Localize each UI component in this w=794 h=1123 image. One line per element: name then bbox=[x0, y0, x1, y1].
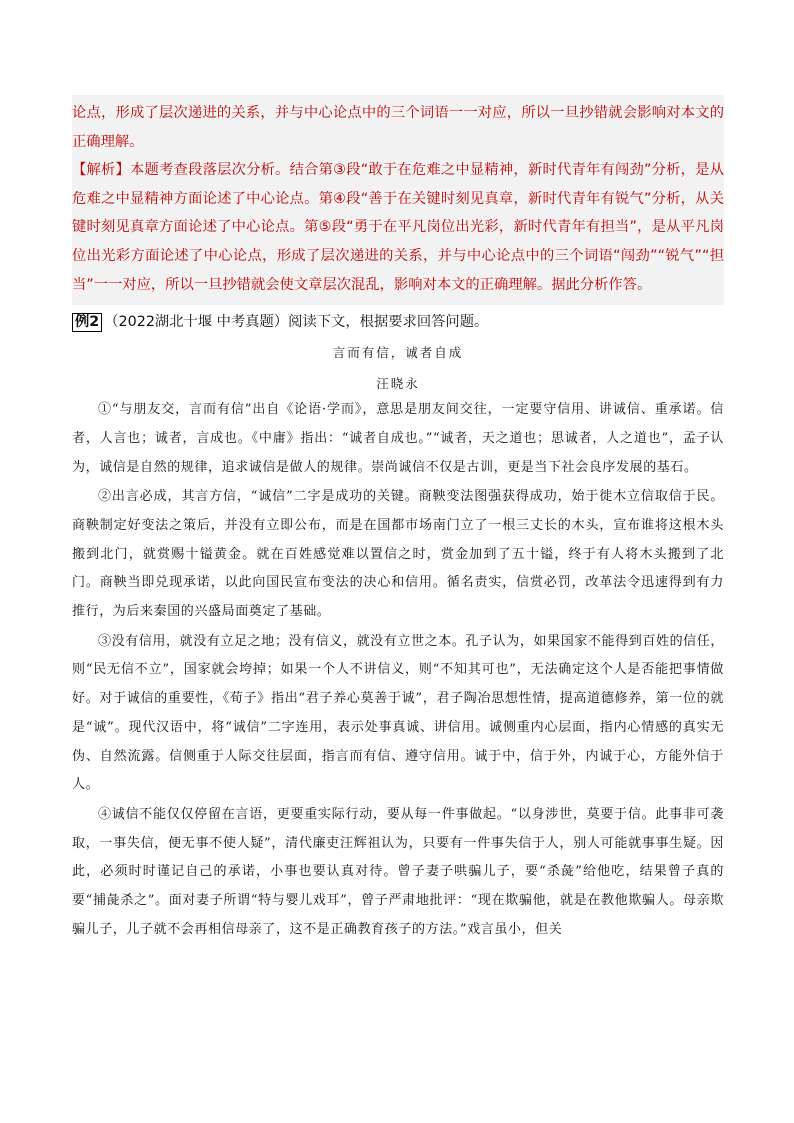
analysis-block bbox=[72, 156, 724, 299]
analysis-tag: 【解析】 bbox=[72, 162, 131, 179]
essay-title: 言而有信，诚者自成 bbox=[332, 345, 464, 361]
essay-paragraph: ③没有信用，就没有立足之地；没有信义，就没有立世之本。孔子认为，如果国家不能得到百姓的信任，则“民无信不立”，国家就会垮掉；如果一个人不讲信义，则“不知其可也”，无法确定这个人是否能把事情做好。对于诚信的重要性，《荀子》指出“君子养心莫善于诚”，君子陶冶思想性情，提高道德修养，第一位的就是“诚”。现代汉语中，将“诚信”二字连用，表示处事真诚、讲信用。诚侧重内心层面，指内心情感的真实无伪、自然流露。信侧重于人际交往层面，指言而有信、遵守信用。诚于中，信于外，内诚于心，方能外信于人。 bbox=[72, 633, 724, 793]
analysis-text: 本题考查段落层次分析。结合第③段“敢于在危难之中显精神，新时代青年有闯劲”分析，是从危难之中显精神方面论述了中心论点。第④段“善于在关键时刻见真章，新时代青年有锐气”分析，从关键时刻见真章方面论述了中心论点。第⑤段“勇于在平凡岗位出光彩，新时代青年有担当”，是从平凡岗位出光彩方面论述了中心论点，形成了层次递进的关系，并与中心论点中的三个词语“闯劲”“锐气”“担当”一一对应，所以一旦抄错就会使文章层次混乱，影响对本文的正确理解。据此分析作答。 bbox=[72, 162, 724, 293]
essay-paragraph: ④诚信不能仅仅停留在言语，更要重实际行动，要从每一件事做起。“以身涉世，莫要于信。此事非可袭取，一事失信，便无事不使人疑”，清代廉吏汪辉祖认为，只要有一件事失信于人，别人可能就事事生疑。因此，必须时时谨记自己的承诺，小事也要认真对待。曾子妻子哄骗儿子，要“杀彘”给他吃，结果曾子真的要“捕彘杀之”。面对妻子所谓“特与婴儿戏耳”，曾子严肃地批评：“现在欺骗他，就是在教他欺骗人。母亲欺骗儿子，儿子就不会再相信母亲了，这不是正确教育孩子的方法。”戏言虽小，但关 bbox=[72, 807, 724, 937]
example-header bbox=[72, 311, 724, 333]
essay-author: 汪晓永 bbox=[376, 376, 420, 392]
answer-explanation-box bbox=[72, 95, 724, 305]
example-label: 例2 bbox=[72, 313, 102, 332]
essay bbox=[72, 343, 724, 944]
document-page bbox=[72, 95, 724, 945]
answer-continuation-text: 论点，形成了层次递进的关系，并与中心论点中的三个词语一一对应，所以一旦抄错就会影响对本文的正确理解。 bbox=[72, 105, 724, 150]
example-source: （2022湖北十堰 中考真题）阅读下文，根据要求回答问题。 bbox=[104, 314, 489, 331]
essay-paragraph: ①“与朋友交，言而有信”出自《论语·学而》，意思是朋友间交往，一定要守信用、讲诚信、重承诺。信者，人言也；诚者，言成也。《中庸》指出：“诚者自成也。”“诚者，天之道也；思诚者，人之道也”，孟子认为，诚信是自然的规律，追求诚信是做人的规律。崇尚诚信不仅是古训，更是当下社会良序发展的基石。 bbox=[72, 402, 724, 475]
essay-paragraph: ②出言必成，其言方信，“诚信”二字是成功的关键。商鞅变法图强获得成功，始于徙木立信取信于民。商鞅制定好变法之策后，并没有立即公布，而是在国都市场南门立了一根三丈长的木头，宣布谁将这根木头搬到北门，就赏赐十镒黄金。就在百姓感觉难以置信之时，赏金加到了五十镒，终于有人将木头搬到了北门。商鞅当即兑现承诺，以此向国民宣布变法的决心和信用。循名责实，信赏必罚，改革法令迅速得到有力推行，为后来秦国的兴盛局面奠定了基础。 bbox=[72, 489, 724, 620]
